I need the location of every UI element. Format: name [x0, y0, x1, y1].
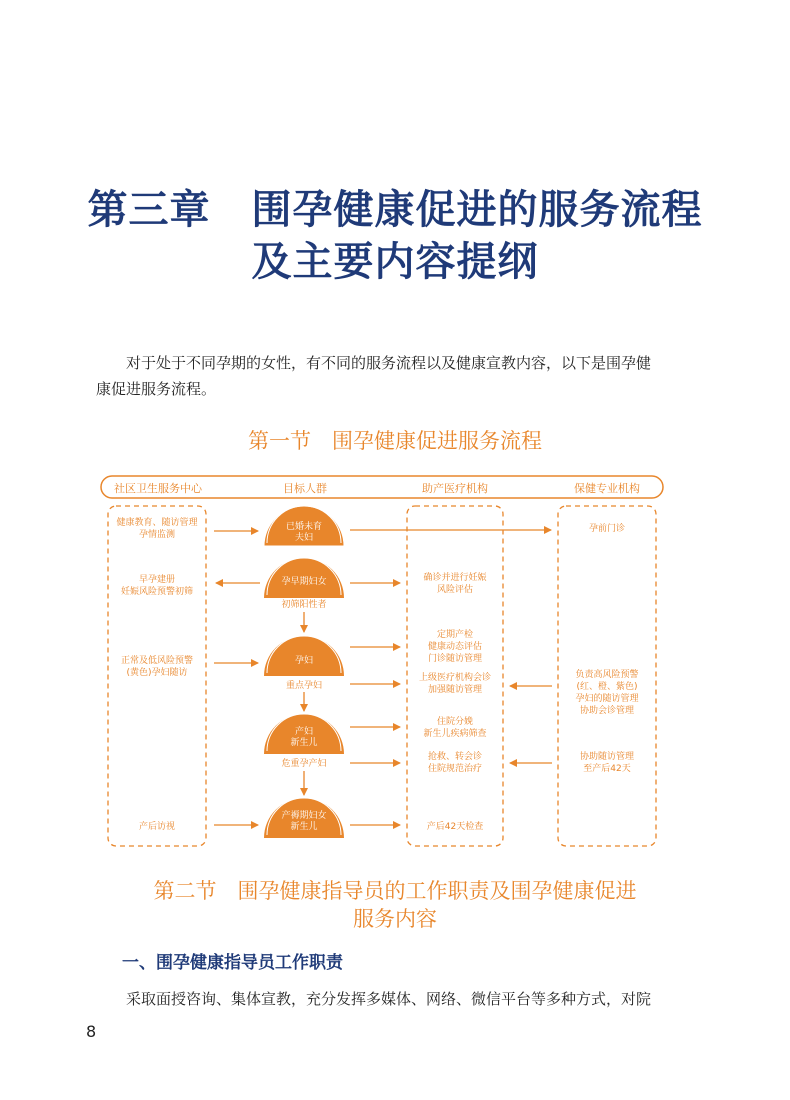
community-a2: 孕情监测 [138, 530, 176, 540]
section1-title: 第一节 围孕健康促进服务流程 [248, 429, 542, 453]
midwifery-3b: 加强随访管理 [427, 685, 483, 695]
midwifery-5b: 住院规范治疗 [427, 764, 483, 774]
target-node-3 [264, 636, 344, 691]
community-b2: 妊娠风险预警初筛 [120, 587, 194, 597]
health-3b: 至产后42天 [583, 764, 631, 774]
target-node-5 [264, 798, 344, 838]
header-midwifery: 助产医疗机构 [422, 482, 488, 495]
header-target: 目标人群 [283, 482, 327, 495]
midwifery-4b: 新生儿疾病筛查 [423, 729, 487, 739]
chapter-title-line2: 及主要内容提纲 [251, 238, 539, 285]
target-4b: 新生儿 [290, 738, 318, 748]
target-2-sub: 初筛阳性者 [281, 600, 327, 610]
health-2b: (红、橙、紫色) [576, 682, 638, 692]
midwifery-5a: 抢救、转会诊 [427, 752, 483, 762]
target-3a: 孕妇 [294, 656, 314, 666]
community-d1: 产后访视 [138, 822, 176, 832]
health-1: 孕前门诊 [588, 524, 626, 534]
horizontal-arrows [214, 530, 552, 825]
community-b1: 早孕建册 [138, 575, 176, 585]
header-community: 社区卫生服务中心 [114, 482, 202, 495]
subsection-heading: 一、围孕健康指导员工作职责 [122, 953, 343, 973]
midwifery-3a: 上级医疗机构会诊 [418, 673, 492, 683]
target-node-1 [264, 506, 344, 546]
health-2a: 负责高风险预警 [575, 670, 639, 680]
section2-title-line2: 服务内容 [353, 907, 437, 931]
target-1b: 夫妇 [294, 533, 314, 543]
health-2c: 孕妇的随访管理 [575, 694, 639, 704]
section2-title-line1: 第二节 围孕健康指导员的工作职责及围孕健康促进 [153, 879, 637, 903]
target-5a: 产褥期妇女 [281, 811, 327, 821]
midwifery-6: 产后42天检查 [426, 822, 484, 832]
intro-line1: 对于处于不同孕期的女性，有不同的服务流程以及健康宣教内容，以下是围孕健 [126, 354, 652, 372]
health-3a: 协助随访管理 [579, 752, 635, 762]
community-c2: (黄色)孕妇随访 [126, 668, 188, 678]
chapter-title-line1: 第三章 围孕健康促进的服务流程 [87, 186, 703, 233]
body-paragraph: 采取面授咨询、集体宣教，充分发挥多媒体、网络、微信平台等多种方式，对院 [126, 990, 652, 1008]
community-a1: 健康教育、随访管理 [116, 518, 198, 528]
target-5b: 新生儿 [290, 822, 318, 832]
target-node-4 [264, 714, 344, 769]
header-health: 保健专业机构 [574, 482, 640, 495]
target-2a: 孕早期妇女 [281, 577, 327, 587]
target-1a: 已婚未育 [285, 522, 323, 532]
health-2d: 协助会诊管理 [579, 706, 635, 716]
midwifery-2b: 健康动态评估 [427, 642, 483, 652]
midwifery-2a: 定期产检 [436, 630, 474, 640]
target-3-sub: 重点孕妇 [285, 681, 323, 691]
target-4a: 产妇 [294, 727, 314, 737]
intro-line2: 康促进服务流程。 [96, 380, 217, 398]
target-4-sub: 危重孕产妇 [281, 759, 327, 769]
midwifery-1b: 风险评估 [436, 585, 474, 595]
target-node-2 [264, 558, 344, 610]
midwifery-4a: 住院分娩 [436, 717, 474, 727]
community-c1: 正常及低风险预警 [120, 656, 194, 666]
page-number: 8 [86, 1022, 97, 1041]
midwifery-2c: 门诊随访管理 [427, 654, 483, 664]
midwifery-1a: 确诊并进行妊娠 [423, 573, 487, 583]
